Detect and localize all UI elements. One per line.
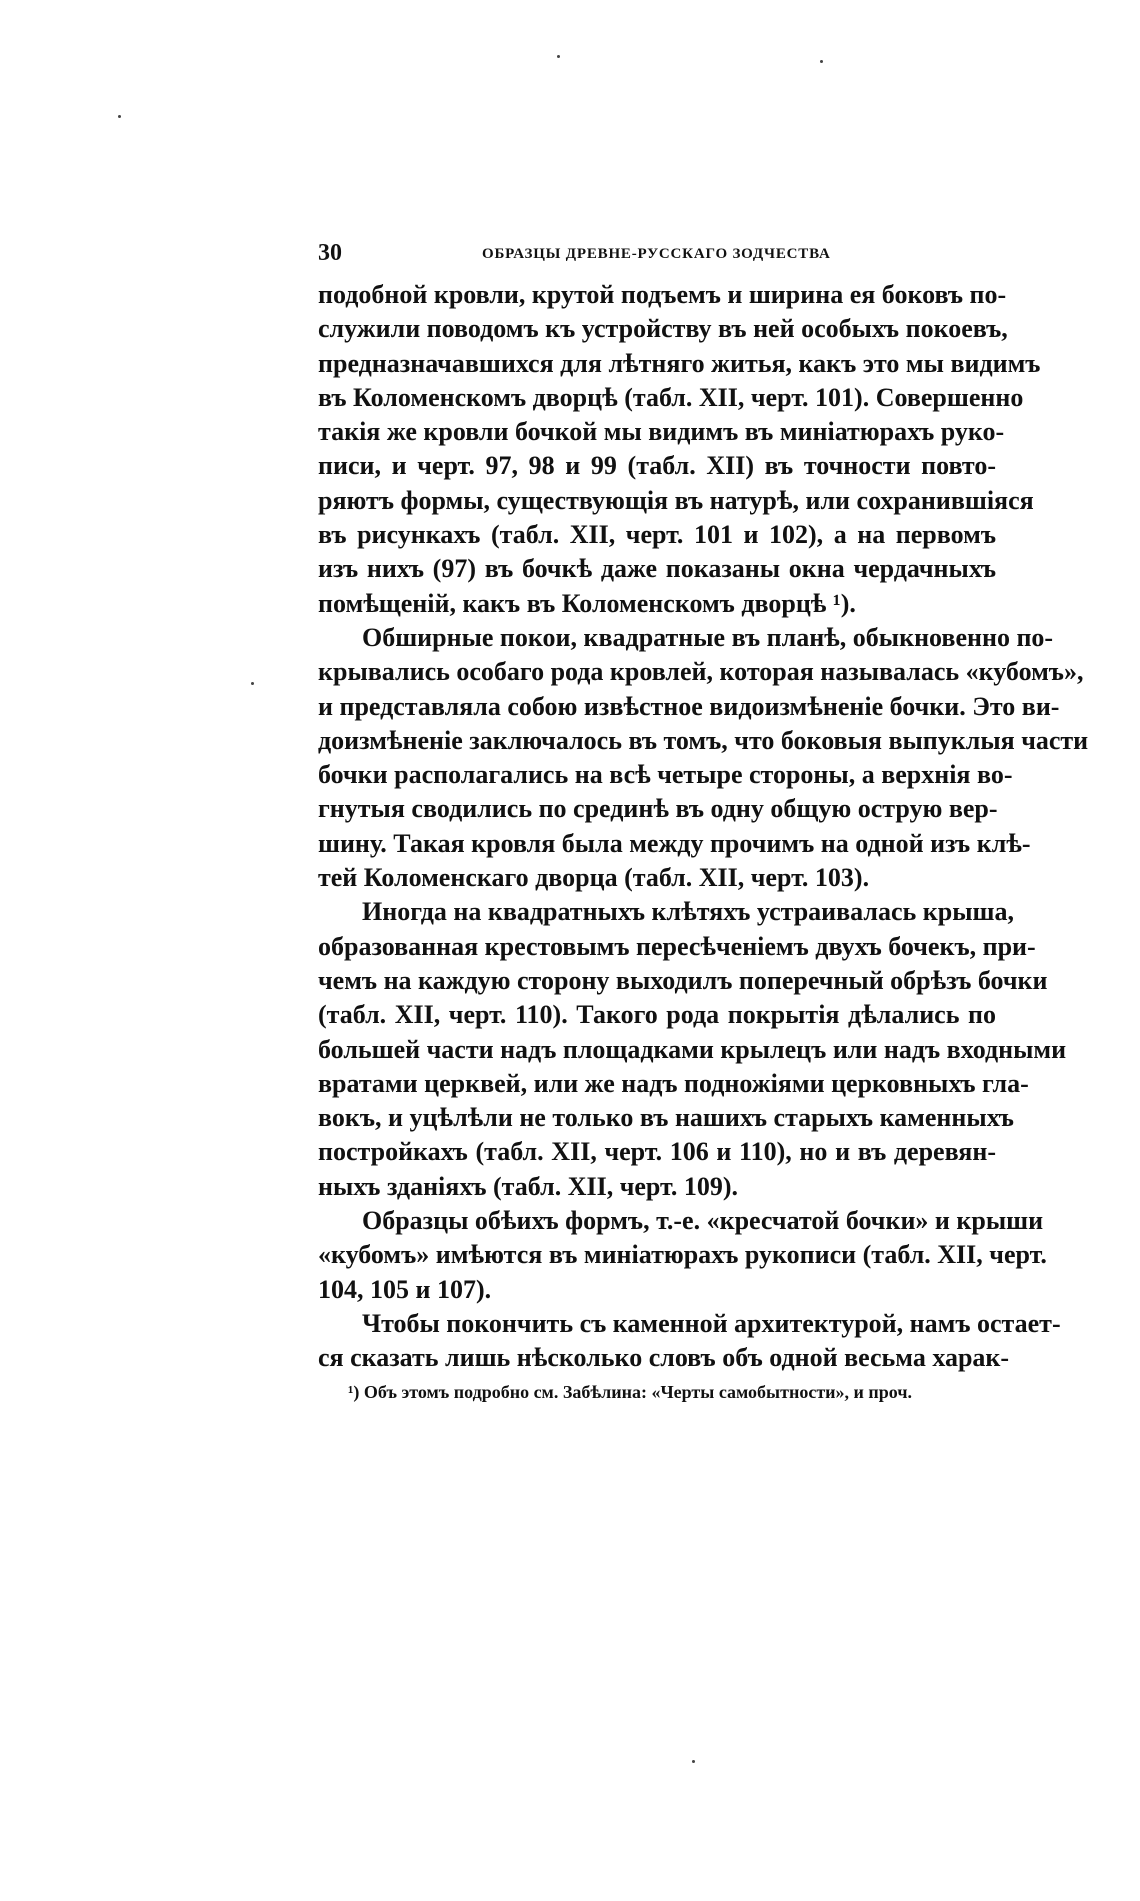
print-speck xyxy=(557,55,560,58)
page-number: 30 xyxy=(318,240,342,266)
print-speck xyxy=(692,1760,695,1763)
text-line: Обширные покои, квадратные въ планѣ, обыкновенно по- xyxy=(362,622,1054,652)
text-line: и представляла собою извѣстное видоизмѣненіе бочки. Это ви- xyxy=(318,691,1060,721)
text-line: такія же кровли бочкой мы видимъ въ миніатюрахъ руко- xyxy=(318,417,1005,447)
text-line: образованная крестовымъ пересѣченіемъ двухъ бочекъ, при- xyxy=(318,931,1036,961)
text-line: крывались особаго рода кровлей, которая называлась «кубомъ», xyxy=(318,657,1084,687)
text-line: изъ нихъ (97) въ бочкѣ даже показаны окна чердачныхъ xyxy=(318,554,996,584)
text-line: постройкахъ (табл. XII, черт. 106 и 110), но и въ деревян- xyxy=(318,1137,996,1167)
text-line: 104, 105 и 107). xyxy=(318,1274,492,1304)
print-speck xyxy=(820,60,823,63)
text-line: вратами церквей, или же надъ подножіями церковныхъ гла- xyxy=(318,1068,1029,1098)
text-line: (табл. XII, черт. 110). Такого рода покрытія дѣлались по xyxy=(318,1000,996,1030)
text-line: ряютъ формы, существующія въ натурѣ, или сохранившіяся xyxy=(318,485,1034,515)
text-line: чемъ на каждую сторону выходилъ поперечный обрѣзъ бочки xyxy=(318,965,1048,995)
text-line: бочки располагались на всѣ четыре стороны, а верхнія во- xyxy=(318,760,1013,790)
body-text xyxy=(318,278,1089,1376)
print-speck xyxy=(251,682,254,685)
text-line: Образцы обѣихъ формъ, т.-е. «кресчатой бочки» и крыши xyxy=(362,1206,1044,1236)
text-line: «кубомъ» имѣются въ миніатюрахъ рукописи (табл. XII, черт. xyxy=(318,1240,1047,1270)
text-line: помѣщеній, какъ въ Коломенскомъ дворцѣ ¹). xyxy=(318,588,856,618)
text-line: тей Коломенскаго дворца (табл. XII, черт. 103). xyxy=(318,863,870,893)
footnote xyxy=(348,1382,998,1403)
text-line: ся сказать лишь нѣсколько словъ объ одной весьма харак- xyxy=(318,1343,1010,1373)
text-line: доизмѣненіе заключалось въ томъ, что боковыя выпуклыя части xyxy=(318,725,1089,755)
text-line: большей части надъ площадками крылецъ или надъ входными xyxy=(318,1034,1067,1064)
page-header xyxy=(318,240,998,272)
running-title: ОБРАЗЦЫ ДРЕВНЕ-РУССКАГО ЗОДЧЕСТВА xyxy=(482,246,831,262)
text-line: Чтобы покончить съ каменной архитектурой, намъ остает- xyxy=(362,1308,1061,1338)
text-line: ныхъ зданіяхъ (табл. XII, черт. 109). xyxy=(318,1171,739,1201)
text-line: гнутыя сводились по срединѣ въ одну общую острую вер- xyxy=(318,794,998,824)
print-speck xyxy=(118,115,121,118)
footnote-text: Объ этомъ подробно см. Забѣлина: «Черты самобытности», и проч. xyxy=(363,1382,912,1402)
footnote-marker: ¹) xyxy=(348,1382,360,1402)
text-line: Иногда на квадратныхъ клѣтяхъ устраивалась крыша, xyxy=(362,897,1014,927)
text-line: въ рисункахъ (табл. XII, черт. 101 и 102), а на первомъ xyxy=(318,520,996,550)
text-line: предназначавшихся для лѣтняго житья, какъ это мы видимъ xyxy=(318,348,1041,378)
text-line: вокъ, и уцѣлѣли не только въ нашихъ старыхъ каменныхъ xyxy=(318,1103,1014,1133)
text-line: писи, и черт. 97, 98 и 99 (табл. XII) въ точности повто- xyxy=(318,451,996,481)
text-line: подобной кровли, крутой подъемъ и ширина ея боковъ по- xyxy=(318,280,1007,309)
text-line: служили поводомъ къ устройству въ ней особыхъ покоевъ, xyxy=(318,314,1008,344)
text-line: шину. Такая кровля была между прочимъ на одной изъ клѣ- xyxy=(318,828,1031,858)
text-line: въ Коломенскомъ дворцѣ (табл. XII, черт. 101). Совершенно xyxy=(318,382,1024,412)
